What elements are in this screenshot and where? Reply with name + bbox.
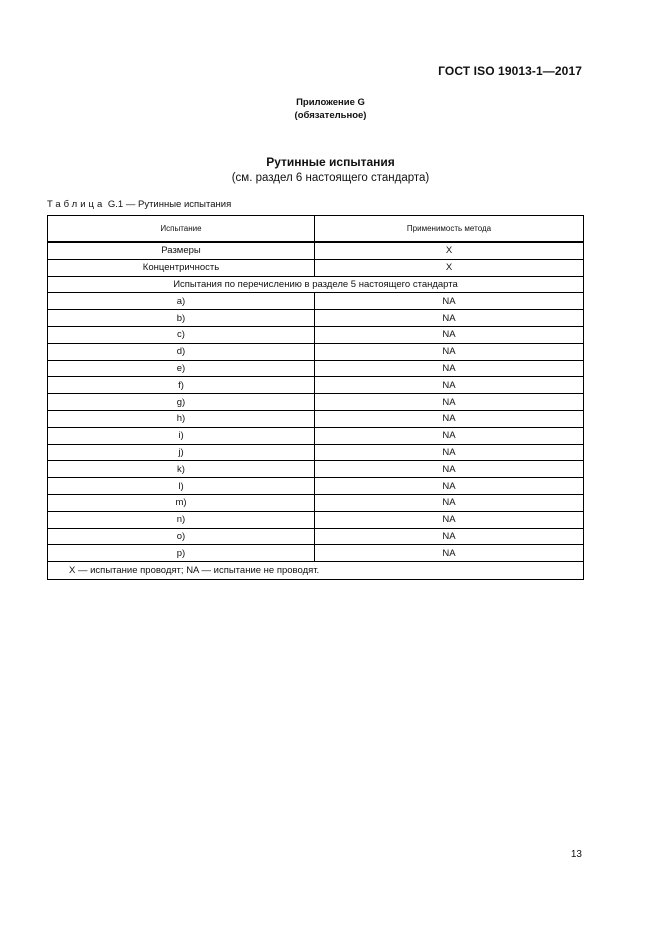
table-row: [48, 293, 584, 310]
appendix-status: (обязательное): [294, 110, 367, 121]
header-test: Испытание: [48, 216, 315, 243]
cell-test: Концентричность: [48, 259, 315, 276]
section-subtitle: (см. раздел 6 настоящего стандарта): [231, 172, 430, 184]
cell-test: j): [48, 444, 315, 461]
appendix-heading: [0, 96, 661, 122]
cell-test: b): [48, 310, 315, 327]
table-row: [48, 259, 584, 276]
cell-applicability: NA: [315, 545, 584, 562]
cell-test: l): [48, 478, 315, 495]
table-row: [48, 444, 584, 461]
cell-test: e): [48, 360, 315, 377]
cell-applicability: NA: [315, 478, 584, 495]
cell-test: f): [48, 377, 315, 394]
cell-applicability: NA: [315, 494, 584, 511]
cell-test: g): [48, 394, 315, 411]
table-header-row: [48, 216, 584, 243]
table-row: [48, 461, 584, 478]
cell-test: Размеры: [48, 242, 315, 259]
table-row: [48, 528, 584, 545]
cell-test: d): [48, 343, 315, 360]
cell-test: h): [48, 410, 315, 427]
cell-applicability: NA: [315, 528, 584, 545]
cell-test: c): [48, 326, 315, 343]
cell-applicability: NA: [315, 394, 584, 411]
table-row: [48, 494, 584, 511]
cell-test: a): [48, 293, 315, 310]
cell-applicability: NA: [315, 310, 584, 327]
cell-applicability: NA: [315, 410, 584, 427]
header-applicability: Применимость метода: [315, 216, 584, 243]
cell-test: p): [48, 545, 315, 562]
table-row: [48, 310, 584, 327]
table-row: [48, 511, 584, 528]
cell-span: Испытания по перечислению в разделе 5 настоящего стандарта: [48, 276, 584, 293]
routine-tests-table: [47, 215, 584, 580]
cell-applicability: NA: [315, 326, 584, 343]
cell-applicability: NA: [315, 461, 584, 478]
cell-applicability: NA: [315, 360, 584, 377]
section-title: Рутинные испытания: [266, 155, 395, 169]
cell-applicability: NA: [315, 444, 584, 461]
table-row: [48, 427, 584, 444]
table-row: [48, 410, 584, 427]
table-row: [48, 377, 584, 394]
table-row: [48, 343, 584, 360]
cell-test: i): [48, 427, 315, 444]
table-caption-text: G.1 — Рутинные испытания: [107, 199, 232, 210]
cell-test: o): [48, 528, 315, 545]
table-span-row: [48, 276, 584, 293]
table-row: [48, 545, 584, 562]
cell-test: n): [48, 511, 315, 528]
document-code: ГОСТ ISO 19013-1—2017: [438, 64, 582, 78]
cell-applicability: NA: [315, 293, 584, 310]
table-note-row: [48, 562, 584, 580]
cell-test: m): [48, 494, 315, 511]
table-row: [48, 242, 584, 259]
cell-applicability: X: [315, 259, 584, 276]
table-row: [48, 326, 584, 343]
appendix-title: Приложение G: [296, 97, 365, 108]
cell-test: k): [48, 461, 315, 478]
table-row: [48, 394, 584, 411]
cell-applicability: NA: [315, 343, 584, 360]
page-number: 13: [570, 849, 582, 860]
cell-applicability: NA: [315, 511, 584, 528]
table-caption-prefix: Таблица: [47, 199, 106, 210]
cell-applicability: NA: [315, 427, 584, 444]
cell-applicability: NA: [315, 377, 584, 394]
table-note: X — испытание проводят; NA — испытание не проводят.: [48, 562, 584, 580]
table-row: [48, 478, 584, 495]
table-row: [48, 360, 584, 377]
cell-applicability: X: [315, 242, 584, 259]
table-caption: [47, 199, 231, 210]
